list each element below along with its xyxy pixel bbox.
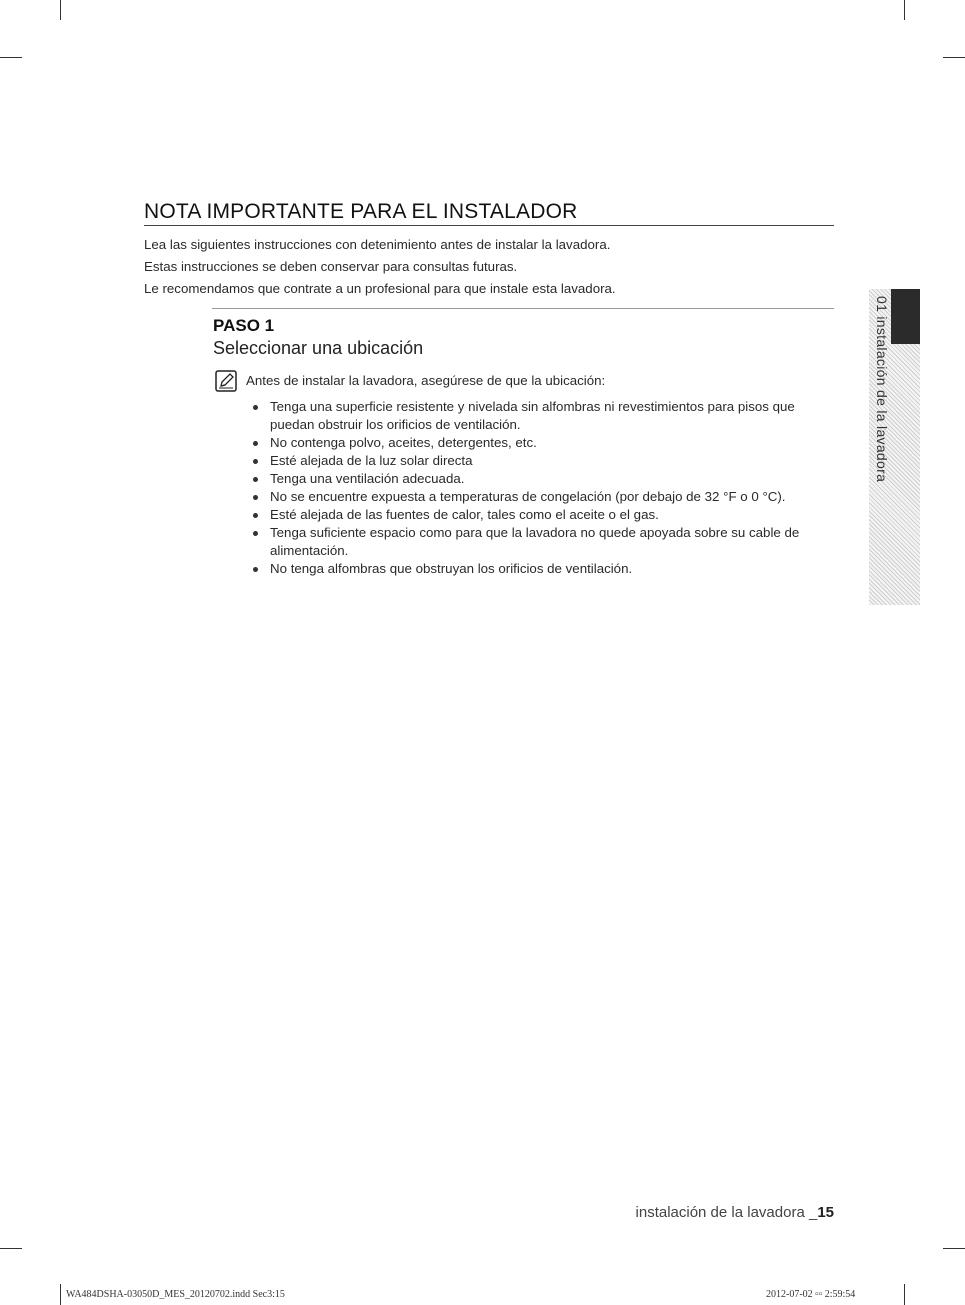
page-number: 15: [817, 1204, 834, 1221]
page-footer: [636, 1204, 834, 1221]
list-item: No tenga alfombras que obstruyan los orificios de ventilación.: [250, 560, 840, 578]
crop-mark: [0, 57, 22, 58]
footer-section-name: instalación de la lavadora _: [635, 1204, 818, 1221]
list-item: Tenga suficiente espacio como para que la lavadora no quede apoyada sobre su cable de alimentación.: [250, 524, 840, 560]
list-item: Esté alejada de la luz solar directa: [250, 452, 840, 470]
list-item: Tenga una superficie resistente y nivelada sin alfombras ni revestimientos para pisos que puedan obstruir los orificios de ventilación.: [250, 398, 840, 434]
intro-text: [144, 234, 834, 300]
list-item: No contenga polvo, aceites, detergentes, etc.: [250, 434, 840, 452]
divider: [212, 308, 834, 309]
crop-mark: [60, 0, 61, 20]
chapter-tab-marker: [891, 289, 920, 344]
intro-line: Le recomendamos que contrate a un profesional para que instale esta lavadora.: [144, 281, 616, 296]
step-label: PASO 1: [213, 316, 275, 335]
crop-mark: [943, 1248, 965, 1249]
intro-line: Estas instrucciones se deben conservar para consultas futuras.: [144, 259, 518, 274]
step-title: Seleccionar una ubicación: [213, 338, 424, 358]
list-item: No se encuentre expuesta a temperaturas de congelación (por debajo de 32 °F o 0 °C).: [250, 488, 840, 506]
note-pencil-icon: [214, 369, 238, 393]
note-text: Antes de instalar la lavadora, asegúrese de que la ubicación:: [246, 373, 606, 388]
crop-mark: [904, 0, 905, 20]
print-slug-left: WA484DSHA-03050D_MES_20120702.indd Sec3:15: [66, 1289, 285, 1300]
print-slug-right: 2012-07-02 ▫▫ 2:59:54: [766, 1289, 856, 1300]
list-item: Tenga una ventilación adecuada.: [250, 470, 840, 488]
intro-line: Lea las siguientes instrucciones con detenimiento antes de instalar la lavadora.: [144, 237, 611, 252]
section-title: NOTA IMPORTANTE PARA EL INSTALADOR: [144, 200, 834, 226]
chapter-tab-label: 01 instalación de la lavadora: [874, 296, 890, 483]
list-item: Esté alejada de las fuentes de calor, tales como el aceite o el gas.: [250, 506, 840, 524]
crop-mark: [0, 1248, 22, 1249]
crop-mark: [60, 1284, 61, 1305]
crop-mark: [904, 1284, 905, 1305]
conditions-list: [250, 398, 840, 578]
crop-mark: [943, 57, 965, 58]
